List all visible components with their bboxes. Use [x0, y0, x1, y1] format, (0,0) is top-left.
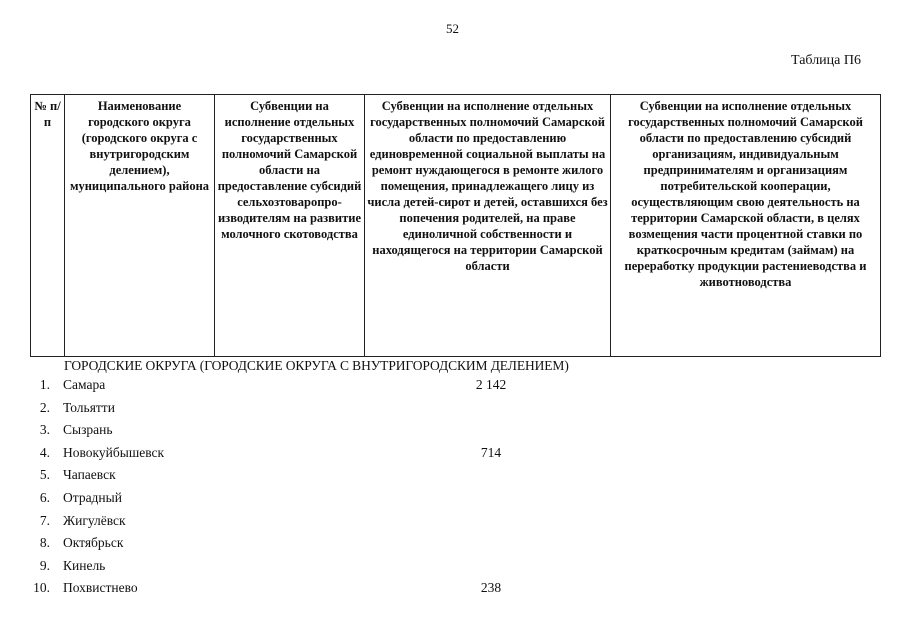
table-row [0, 556, 905, 579]
table-header [30, 94, 881, 357]
row-name: Самара [63, 377, 106, 392]
table-row [0, 488, 905, 511]
table-row [0, 533, 905, 556]
row-number: 5. [39, 467, 50, 483]
row-number: 8. [39, 535, 50, 551]
page-number: 52 [446, 21, 459, 36]
table-row [0, 398, 905, 421]
row-name: Тольятти [63, 399, 115, 415]
row-value: 714 [480, 444, 502, 460]
row-value: 2 142 [475, 377, 507, 392]
table-row [0, 375, 905, 398]
row-name: Кинель [63, 557, 106, 573]
table-row [0, 578, 905, 601]
col-header-name: Наименование городского округа (городского округа с внутригородским делением), муниципального района [65, 95, 215, 357]
row-number: 2. [39, 399, 50, 415]
rows-list [0, 375, 905, 601]
row-number: 1. [39, 377, 50, 392]
row-name: Чапаевск [63, 467, 116, 483]
row-number: 4. [39, 444, 50, 460]
row-name: Октябрьск [63, 535, 124, 551]
row-value: 238 [480, 580, 502, 596]
row-name: Жигулёвск [63, 512, 126, 528]
row-name: Похвистнево [63, 580, 138, 596]
col-header-orphan-housing: Субвенции на исполнение отдельных государственных полномочий Самарской области по предоставлению единовременной социальной выплаты на ремонт нуждающегося в ремонте жилого помещения, принадлежащего лицу из числа детей-сирот и детей, оставшихся без попечения родителей, на праве единоличной собственности и находящегося на территории Самарской области [365, 95, 611, 357]
row-number: 6. [39, 489, 50, 505]
row-name: Сызрань [63, 422, 113, 438]
row-number: 9. [39, 557, 50, 573]
row-name: Новокуйбышевск [63, 444, 165, 460]
col-header-dairy-subsidy: Субвенции на исполнение отдельных государственных полномочий Самарской области на предоставление субсидий сельхозтоваропро-изводителям на развитие молочного скотоводства [215, 95, 365, 357]
table-row [0, 420, 905, 443]
row-number: 10. [33, 580, 50, 596]
table-row [0, 465, 905, 488]
table-row [0, 511, 905, 534]
table-label: Таблица П6 [791, 53, 861, 68]
row-number: 7. [39, 512, 50, 528]
row-number: 3. [39, 422, 50, 438]
col-header-number: № п/п [31, 95, 65, 357]
table-row [0, 443, 905, 466]
row-name: Отрадный [63, 489, 122, 505]
section-title: ГОРОДСКИЕ ОКРУГА (ГОРОДСКИЕ ОКРУГА С ВНУТРИГОРОДСКИМ ДЕЛЕНИЕМ) [64, 358, 569, 373]
col-header-credit-subsidy: Субвенции на исполнение отдельных государственных полномочий Самарской области по предоставлению субсидий организациям, индивидуальным предпринимателям и организациям потребительской кооперации, осуществляющим свою деятельность на территории Самарской области, в целях возмещения части процентной ставки по краткосрочным кредитам (займам) на переработку продукции растениеводства и животноводства [611, 95, 881, 357]
